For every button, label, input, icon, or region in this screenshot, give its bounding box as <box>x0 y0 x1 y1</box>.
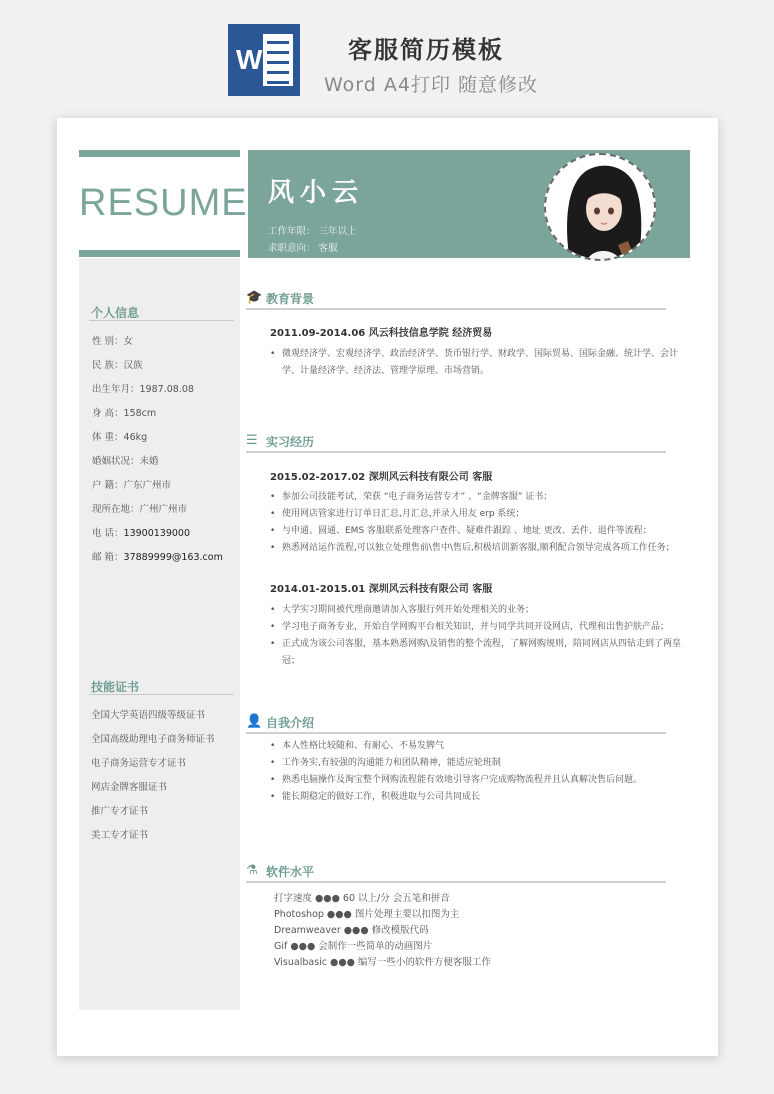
certificate-item: 推广专才证书 <box>91 806 149 817</box>
divider <box>246 451 666 453</box>
resume-paper <box>57 118 718 1056</box>
list-item: • 工作务实,有较强的沟通能力和团队精神，能适应轮班制 <box>270 755 690 772</box>
divider <box>246 732 666 734</box>
skill-gif: Gif ●●● 会制作一些简单的动画图片 <box>274 941 433 952</box>
list-item: • 正式成为该公司客服，基本熟悉网购\及销售的整个流程，了解网购规则，陪同网店从四钻走到了两皇冠； <box>270 636 690 670</box>
bottom-accent-bar <box>79 250 240 257</box>
flask-icon: ⚗ <box>246 863 258 878</box>
list-item: • 参加公司技能考试，荣获 “电子商务运营专才” 、“金牌客服” 证书； <box>270 489 690 506</box>
list-item: • 与申通、圆通、EMS 客服联系处理客户查件、疑难件跟踪 、地址 更改、丢件、退件等流程； <box>270 523 690 540</box>
divider <box>246 308 666 310</box>
education-title: 教育背景 <box>266 292 315 306</box>
info-phone: 电 话：13900139000 <box>92 528 191 539</box>
list-item: • 熟悉电脑操作及淘宝整个网购流程能有效地引导客户完成购物流程并且认真解决售后问题。 <box>270 772 690 789</box>
divider <box>89 694 234 695</box>
list-item: • 能长期稳定的做好工作，积极进取与公司共同成长 <box>270 789 690 806</box>
internship-bullets-1 <box>270 489 690 557</box>
certificates-title: 技能证书 <box>91 680 140 694</box>
list-item: • 使用网店管家进行订单日汇总,月汇总,并录入用友 erp 系统； <box>270 506 690 523</box>
info-hukou: 户 籍：广东广州市 <box>92 480 172 491</box>
template-title: 客服简历模板 <box>348 36 504 64</box>
personal-info-title: 个人信息 <box>91 306 140 320</box>
internship-entry-2: 2014.01-2015.01 深圳风云科技有限公司 客服 <box>270 584 493 595</box>
graduation-cap-icon: 🎓 <box>246 290 263 305</box>
certificate-item: 网店金牌客服证书 <box>91 782 168 793</box>
skill-typing: 打字速度 ●●● 60 以上/分 会五笔和拼音 <box>274 893 450 904</box>
self-intro-title: 自我介绍 <box>266 716 315 730</box>
internship-bullets-2 <box>270 602 690 670</box>
info-height: 身 高：158cm <box>92 408 157 419</box>
user-icon: 👤 <box>246 714 263 729</box>
info-location: 现所在地：广州广州市 <box>92 504 188 515</box>
info-ethnicity: 民 族：汉族 <box>92 360 143 371</box>
info-birth: 出生年月：1987.08.08 <box>92 384 194 395</box>
info-weight: 体 重：46kg <box>92 432 148 443</box>
avatar-illustration <box>546 155 656 261</box>
internship-entry-1: 2015.02-2017.02 深圳风云科技有限公司 客服 <box>270 472 493 483</box>
list-item: • 微观经济学、宏观经济学、政治经济学、货币银行学、财政学、国际贸易、国际金融、统计学、会计学、计量经济学、经济法、管理学原理、市场营销。 <box>270 346 690 380</box>
self-intro-bullets <box>270 738 690 806</box>
skill-photoshop: Photoshop ●●● 图片处理主要以扣图为主 <box>274 909 460 920</box>
avatar <box>544 153 656 261</box>
left-column <box>79 150 248 1010</box>
database-icon: ☰ <box>246 433 258 448</box>
divider <box>89 320 234 321</box>
certificate-item: 美工专才证书 <box>91 830 149 841</box>
top-accent-bar <box>79 150 240 157</box>
job-intention: 求职意向： 客服 <box>268 243 338 254</box>
education-bullets <box>270 346 690 380</box>
skill-visualbasic: Visualbasic ●●● 编写一些小的软件方便客服工作 <box>274 957 491 968</box>
education-entry: 2011.09-2014.06 风云科技信息学院 经济贸易 <box>270 328 493 339</box>
info-email: 邮 箱：37889999@163.com <box>92 552 223 563</box>
certificate-item: 全国高级助理电子商务师证书 <box>91 734 215 745</box>
info-marital: 婚姻状况：未婚 <box>92 456 159 467</box>
word-logo-icon: W <box>228 24 300 96</box>
resume-word-box <box>79 150 248 258</box>
template-subtitle: Word A4打印 随意修改 <box>324 74 539 96</box>
list-item: • 大学实习期间被代理商邀请加入客服行列开始处理相关的业务； <box>270 602 690 619</box>
candidate-name: 风小云 <box>268 178 365 208</box>
list-item: • 熟悉网站运作流程,可以独立处理售前\售中\售后,积极培训新客服,顺利配合领导完成各项工作任务； <box>270 540 690 557</box>
internship-title: 实习经历 <box>266 435 315 449</box>
resume-word: RESUME <box>79 182 248 224</box>
info-gender: 性 别：女 <box>92 336 134 347</box>
skill-dreamweaver: Dreamweaver ●●● 修改模版代码 <box>274 925 429 936</box>
list-item: • 学习电子商务专业，开始自学网购平台相关知识，并与同学共同开设网店，代理和出售护肤产品； <box>270 619 690 636</box>
name-banner <box>248 150 690 258</box>
divider <box>246 881 666 883</box>
software-title: 软件水平 <box>266 865 315 879</box>
work-years: 工作年限： 三年以上 <box>268 226 357 237</box>
certificate-item: 电子商务运营专才证书 <box>91 758 187 769</box>
list-item: • 本人性格比较随和、有耐心、不易发脾气 <box>270 738 690 755</box>
certificate-item: 全国大学英语四级等级证书 <box>91 710 206 721</box>
page-header <box>0 0 774 110</box>
